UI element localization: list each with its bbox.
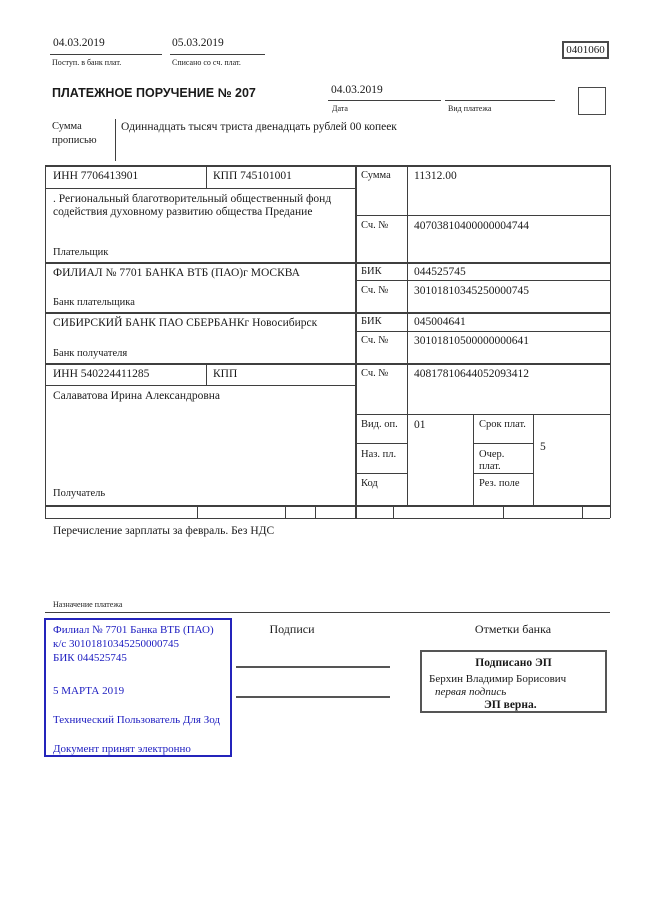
debited-from-account-label: Списано со сч. плат. bbox=[172, 58, 241, 67]
kod-label: Код bbox=[361, 478, 378, 489]
divider bbox=[355, 165, 357, 518]
divider bbox=[45, 363, 610, 365]
payer-kpp: КПП 745101001 bbox=[213, 170, 292, 182]
payee-label: Получатель bbox=[53, 488, 106, 499]
payee-account: 40817810644052093412 bbox=[414, 368, 529, 380]
ep-signer-name: Берхин Владимир Борисович bbox=[429, 673, 567, 685]
divider bbox=[355, 443, 407, 444]
stamp-date: 5 МАРТА 2019 bbox=[53, 685, 125, 697]
form-code-box bbox=[562, 41, 609, 59]
divider bbox=[610, 165, 611, 518]
stamp-bank-name: Филиал № 7701 Банка ВТБ (ПАО) bbox=[53, 624, 214, 636]
sum-label: Сумма bbox=[361, 170, 391, 181]
divider bbox=[582, 505, 583, 518]
payer-account-label: Сч. № bbox=[361, 220, 389, 231]
divider bbox=[445, 100, 555, 101]
payee-bank-bik: 045004641 bbox=[414, 316, 466, 328]
divider bbox=[45, 518, 610, 519]
naz-pl-label: Наз. пл. bbox=[361, 449, 397, 460]
rez-pole-label: Рез. поле bbox=[479, 478, 520, 489]
received-in-bank-label: Поступ. в банк плат. bbox=[52, 58, 122, 67]
divider bbox=[45, 612, 610, 613]
divider bbox=[355, 280, 610, 281]
payer-bank-bik: 044525745 bbox=[414, 266, 466, 278]
ep-first-signature-note: первая подпись bbox=[435, 686, 507, 698]
payer-label: Плательщик bbox=[53, 247, 109, 258]
payee-bank-label: Банк получателя bbox=[53, 348, 128, 359]
form-code: 0401060 bbox=[566, 44, 605, 56]
payment-purpose-text: Перечисление зарплаты за февраль. Без НДС bbox=[53, 525, 275, 537]
divider bbox=[206, 165, 207, 188]
divider bbox=[355, 414, 610, 415]
divider bbox=[285, 505, 286, 518]
payer-bank-label: Банк плательщика bbox=[53, 297, 135, 308]
divider bbox=[45, 188, 355, 189]
divider bbox=[45, 385, 355, 386]
payee-kpp-label: КПП bbox=[213, 368, 238, 380]
stamp-accepted-note: Документ принят электронно bbox=[53, 743, 191, 755]
ep-signature-box bbox=[420, 650, 607, 713]
payer-name: . Региональный благотворительный общественный фонд содействия духовному развитию общества Предание bbox=[53, 193, 332, 219]
date-label: Дата bbox=[332, 104, 348, 113]
divider bbox=[45, 312, 610, 314]
divider bbox=[503, 505, 504, 518]
divider bbox=[473, 414, 474, 505]
document-date: 04.03.2019 bbox=[331, 84, 383, 96]
bank-acceptance-stamp bbox=[44, 618, 232, 757]
divider bbox=[355, 473, 407, 474]
document-title: ПЛАТЕЖНОЕ ПОРУЧЕНИЕ № 207 bbox=[52, 86, 256, 100]
ocher-plat-label: Очер. плат. bbox=[479, 449, 505, 473]
vid-op-value: 01 bbox=[414, 419, 426, 431]
payee-inn: ИНН 540224411285 bbox=[53, 368, 150, 380]
divider bbox=[197, 505, 198, 518]
divider bbox=[206, 363, 207, 385]
bank-marks-heading: Отметки банка bbox=[474, 622, 552, 636]
amount-words-label-1: Сумма bbox=[52, 121, 82, 132]
payer-account: 40703810400000004744 bbox=[414, 220, 529, 232]
divider bbox=[473, 443, 533, 444]
divider bbox=[473, 473, 533, 474]
payment-type-box bbox=[578, 87, 606, 115]
divider bbox=[328, 100, 441, 101]
received-in-bank-date: 04.03.2019 bbox=[53, 37, 105, 49]
ep-signed-title: Подписано ЭП bbox=[475, 657, 552, 669]
stamp-technical-user: Технический Пользователь Для Зод bbox=[53, 714, 221, 726]
divider bbox=[407, 165, 408, 505]
signatures-heading: Подписи bbox=[269, 622, 315, 636]
signature-line-1 bbox=[236, 666, 390, 668]
divider bbox=[50, 54, 162, 55]
divider bbox=[45, 505, 610, 507]
divider bbox=[45, 165, 46, 518]
ep-verified-label: ЭП верна. bbox=[484, 699, 537, 711]
payee-account-label: Сч. № bbox=[361, 368, 389, 379]
payer-bank-bik-label: БИК bbox=[361, 266, 382, 277]
divider bbox=[115, 119, 116, 161]
vid-op-label: Вид. оп. bbox=[361, 419, 398, 430]
amount-in-words: Одиннадцать тысяч триста двенадцать рублей 00 копеек bbox=[121, 121, 397, 133]
payment-type-label: Вид платежа bbox=[448, 104, 492, 113]
payee-name: Салаватова Ирина Александровна bbox=[53, 390, 221, 402]
payee-bank-account: 30101810500000000641 bbox=[414, 335, 529, 347]
amount-words-label-2: прописью bbox=[52, 135, 97, 146]
payment-purpose-label: Назначение платежа bbox=[53, 600, 123, 609]
debited-from-account-date: 05.03.2019 bbox=[172, 37, 224, 49]
signature-line-2 bbox=[236, 696, 390, 698]
payer-inn: ИНН 7706413901 bbox=[53, 170, 139, 182]
divider bbox=[170, 54, 265, 55]
divider bbox=[315, 505, 316, 518]
divider bbox=[355, 215, 610, 216]
payer-bank-account-label: Сч. № bbox=[361, 285, 389, 296]
divider bbox=[393, 505, 394, 518]
divider bbox=[355, 331, 610, 332]
payer-bank-name: ФИЛИАЛ № 7701 БАНКА ВТБ (ПАО)г МОСКВА bbox=[53, 267, 300, 279]
srok-plat-label: Срок плат. bbox=[479, 419, 526, 430]
payee-bank-account-label: Сч. № bbox=[361, 335, 389, 346]
payee-bank-bik-label: БИК bbox=[361, 316, 382, 327]
stamp-bik: БИК 044525745 bbox=[53, 652, 127, 664]
sum-value: 11312.00 bbox=[414, 170, 457, 182]
divider bbox=[533, 414, 534, 505]
ocher-plat-value: 5 bbox=[540, 441, 546, 453]
payer-bank-account: 30101810345250000745 bbox=[414, 285, 529, 297]
payee-bank-name: СИБИРСКИЙ БАНК ПАО СБЕРБАНКг Новосибирск bbox=[53, 317, 318, 329]
divider bbox=[45, 262, 610, 264]
divider bbox=[45, 165, 610, 167]
stamp-corr-account: к/с 30101810345250000745 bbox=[53, 638, 180, 650]
